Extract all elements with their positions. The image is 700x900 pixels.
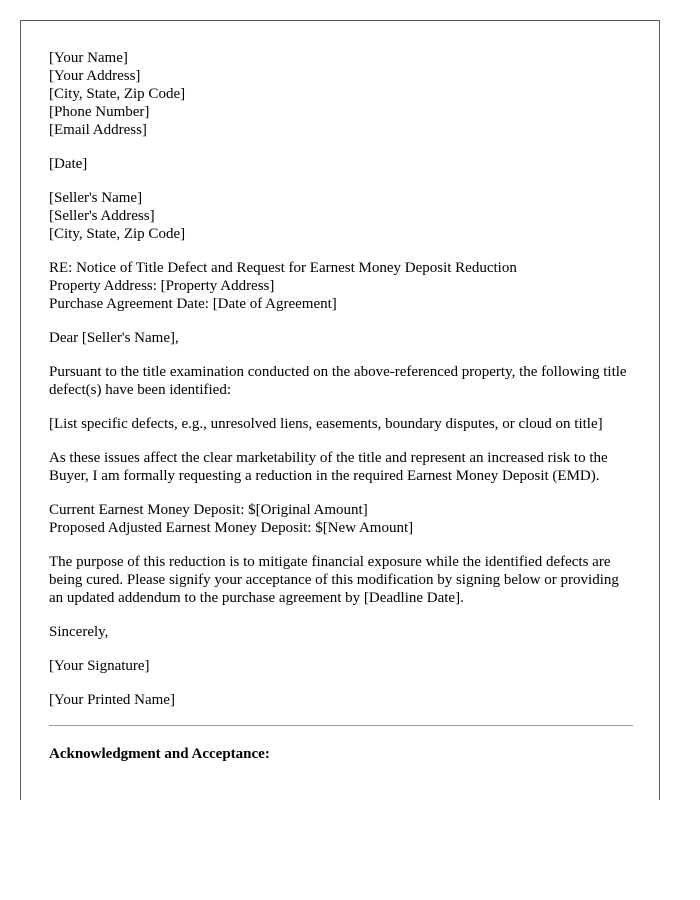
purpose-paragraph: The purpose of this reduction is to mitigate financial exposure while the identified defects are being cured. Please signify your acceptance of this modification by signing below or providing an updated addendum to the purchase agreement by [Deadline Date]. [49, 554, 619, 606]
sender-email: [Email Address] [49, 122, 147, 138]
recipient-city-state-zip: [City, State, Zip Code] [49, 226, 186, 242]
recipient-address: [Seller's Address] [49, 208, 155, 224]
sender-phone: [Phone Number] [49, 104, 150, 120]
recipient-block [49, 189, 633, 243]
intro-paragraph: Pursuant to the title examination conducted on the above-referenced property, the following title defect(s) have been identified: [49, 364, 627, 398]
recipient-name: [Seller's Name] [49, 190, 143, 206]
letter-body [49, 49, 633, 763]
sender-name: [Your Name] [49, 50, 128, 66]
sender-city-state-zip: [City, State, Zip Code] [49, 86, 186, 102]
amounts-block [49, 501, 633, 537]
current-deposit-line: Current Earnest Money Deposit: $[Original Amount] [49, 502, 368, 518]
sender-block [49, 49, 633, 139]
request-paragraph: As these issues affect the clear marketability of the title and represent an increased risk to the Buyer, I am formally requesting a reduction in the required Earnest Money Deposit (EMD). [49, 450, 608, 484]
letter-page [20, 20, 660, 800]
sender-address: [Your Address] [49, 68, 141, 84]
signature-placeholder: [Your Signature] [49, 658, 150, 674]
property-address-line: Property Address: [Property Address] [49, 278, 275, 294]
acknowledgment-heading: Acknowledgment and Acceptance: [49, 746, 270, 762]
valediction: Sincerely, [49, 624, 109, 640]
section-divider [49, 725, 633, 726]
proposed-deposit-line: Proposed Adjusted Earnest Money Deposit: $[New Amount] [49, 520, 414, 536]
printed-name-placeholder: [Your Printed Name] [49, 692, 175, 708]
reference-block [49, 259, 633, 313]
letter-date: [Date] [49, 156, 88, 172]
defects-paragraph: [List specific defects, e.g., unresolved liens, easements, boundary disputes, or cloud on title] [49, 416, 603, 432]
salutation: Dear [Seller's Name], [49, 330, 179, 346]
re-line: RE: Notice of Title Defect and Request for Earnest Money Deposit Reduction [49, 260, 517, 276]
date-block [49, 155, 633, 173]
agreement-date-line: Purchase Agreement Date: [Date of Agreement] [49, 296, 337, 312]
